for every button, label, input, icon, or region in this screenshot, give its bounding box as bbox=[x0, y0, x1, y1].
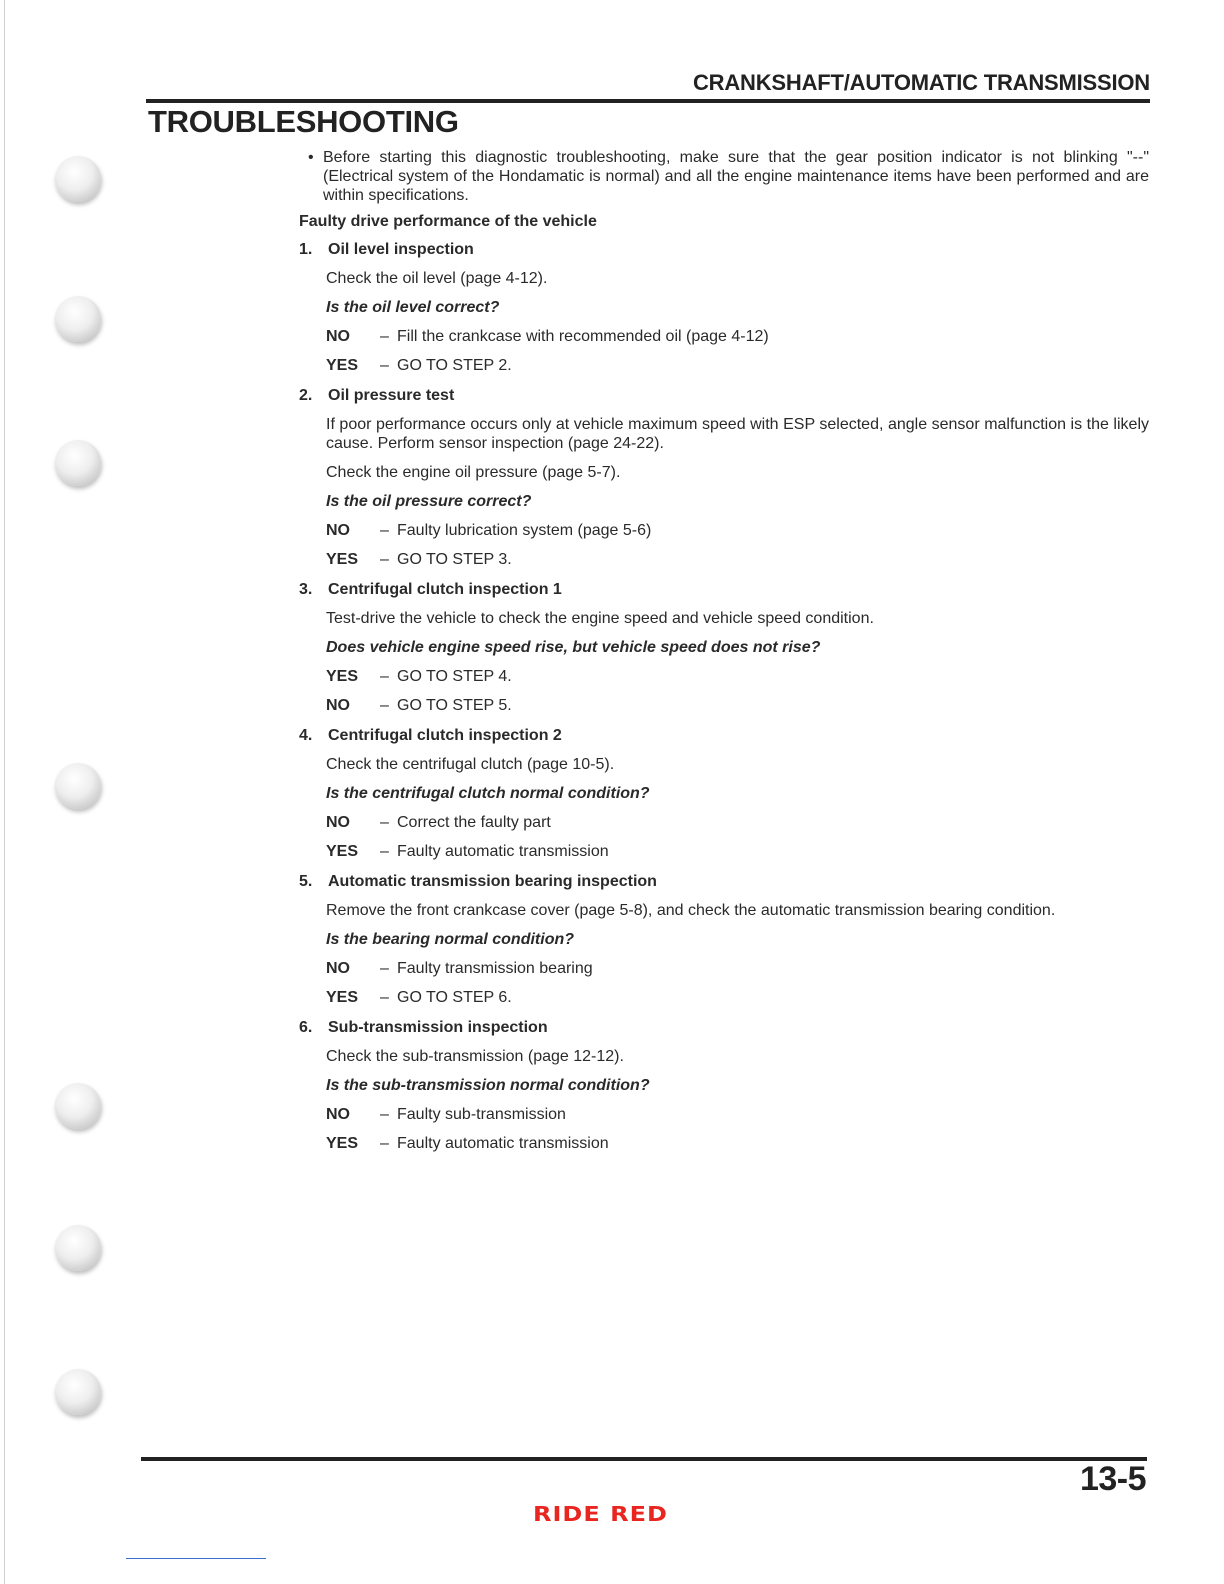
answer-text: GO TO STEP 5. bbox=[397, 697, 512, 714]
binder-hole-icon bbox=[55, 1083, 101, 1129]
answer-text: Correct the faulty part bbox=[397, 814, 551, 831]
step-number: 4. bbox=[299, 727, 313, 744]
answer-key: NO bbox=[326, 960, 350, 977]
binder-hole-icon bbox=[55, 440, 101, 486]
step-instruction: Check the centrifugal clutch (page 10-5). bbox=[326, 756, 615, 773]
step-title: Oil level inspection bbox=[328, 241, 474, 258]
dash-separator: – bbox=[380, 814, 389, 831]
step-question: Is the oil pressure correct? bbox=[326, 493, 532, 510]
step-number: 2. bbox=[299, 387, 313, 404]
answer-key: YES bbox=[326, 551, 359, 568]
intro-note-text: Before starting this diagnostic troubleshooting, make sure that the gear position indicator is not blinking "--" (Electrical system of the Hondamatic is normal) and all the engine maintenance items have been performed and are within specifications. bbox=[323, 149, 1149, 204]
binder-hole-icon bbox=[55, 1369, 101, 1415]
step-1 bbox=[296, 240, 1149, 376]
step-heading bbox=[296, 726, 1149, 746]
step-instruction: Check the oil level (page 4-12). bbox=[326, 270, 548, 287]
step-body bbox=[296, 1047, 1149, 1154]
bottom-link-underline bbox=[126, 1558, 266, 1559]
step-instruction: If poor performance occurs only at vehicle maximum speed with ESP selected, angle sensor malfunction is the likely cause. Perform sensor inspection (page 24-22). bbox=[326, 416, 1149, 452]
answer-row bbox=[326, 988, 1149, 1008]
answer-text: Faulty transmission bearing bbox=[397, 960, 593, 977]
step-number: 3. bbox=[299, 581, 313, 598]
step-question: Is the centrifugal clutch normal condition? bbox=[326, 785, 650, 802]
binder-hole-icon bbox=[55, 296, 101, 342]
answer-row bbox=[326, 696, 1149, 716]
step-instruction: Check the engine oil pressure (page 5-7). bbox=[326, 464, 621, 481]
binder-hole-icon bbox=[55, 763, 101, 809]
answer-key: NO bbox=[326, 522, 350, 539]
step-title: Centrifugal clutch inspection 1 bbox=[328, 581, 562, 598]
dash-separator: – bbox=[380, 328, 389, 345]
answer-text: GO TO STEP 3. bbox=[397, 551, 512, 568]
step-body bbox=[296, 269, 1149, 376]
page-edge-line bbox=[4, 0, 5, 1584]
troubleshooting-content bbox=[296, 148, 1149, 1164]
watermark-logo: RIDE RED bbox=[533, 1502, 668, 1526]
bullet-icon: • bbox=[308, 149, 314, 166]
header-rule bbox=[146, 99, 1150, 103]
answer-row bbox=[326, 1105, 1149, 1125]
dash-separator: – bbox=[380, 522, 389, 539]
subheading: Faulty drive performance of the vehicle bbox=[299, 213, 597, 230]
step-6 bbox=[296, 1018, 1149, 1154]
answer-key: YES bbox=[326, 668, 359, 685]
step-number: 1. bbox=[299, 241, 313, 258]
binder-hole-icon bbox=[55, 1225, 101, 1271]
dash-separator: – bbox=[380, 551, 389, 568]
answer-row bbox=[326, 842, 1149, 862]
dash-separator: – bbox=[380, 960, 389, 977]
step-heading bbox=[296, 1018, 1149, 1038]
answer-key: NO bbox=[326, 328, 350, 345]
step-instruction: Test-drive the vehicle to check the engine speed and vehicle speed condition. bbox=[326, 610, 874, 627]
answer-row bbox=[326, 550, 1149, 570]
step-question: Is the bearing normal condition? bbox=[326, 931, 575, 948]
dash-separator: – bbox=[380, 843, 389, 860]
answer-key: NO bbox=[326, 1106, 350, 1123]
step-instruction: Check the sub-transmission (page 12-12). bbox=[326, 1048, 624, 1065]
step-2 bbox=[296, 386, 1149, 570]
answer-text: Fill the crankcase with recommended oil (page 4-12) bbox=[397, 328, 769, 345]
dash-separator: – bbox=[380, 357, 389, 374]
step-number: 6. bbox=[299, 1019, 313, 1036]
step-body bbox=[296, 901, 1149, 1008]
step-heading bbox=[296, 240, 1149, 260]
answer-key: YES bbox=[326, 989, 359, 1006]
step-body bbox=[296, 609, 1149, 716]
step-number: 5. bbox=[299, 873, 313, 890]
dash-separator: – bbox=[380, 697, 389, 714]
dash-separator: – bbox=[380, 1135, 389, 1152]
answer-row bbox=[326, 327, 1149, 347]
step-body bbox=[296, 415, 1149, 570]
footer-rule bbox=[141, 1457, 1147, 1461]
answer-text: Faulty lubrication system (page 5-6) bbox=[397, 522, 652, 539]
answer-key: YES bbox=[326, 1135, 359, 1152]
step-question: Does vehicle engine speed rise, but vehicle speed does not rise? bbox=[326, 639, 821, 656]
answer-key: YES bbox=[326, 357, 359, 374]
answer-row bbox=[326, 813, 1149, 833]
step-instruction: Remove the front crankcase cover (page 5-8), and check the automatic transmission bearing condition. bbox=[326, 902, 1056, 919]
answer-key: NO bbox=[326, 814, 350, 831]
step-body bbox=[296, 755, 1149, 862]
step-heading bbox=[296, 386, 1149, 406]
step-heading bbox=[296, 580, 1149, 600]
step-question: Is the sub-transmission normal condition? bbox=[326, 1077, 650, 1094]
answer-text: Faulty automatic transmission bbox=[397, 843, 609, 860]
answer-text: GO TO STEP 2. bbox=[397, 357, 512, 374]
section-title: CRANKSHAFT/AUTOMATIC TRANSMISSION bbox=[692, 70, 1150, 95]
intro-note bbox=[296, 148, 1149, 205]
answer-row bbox=[326, 959, 1149, 979]
answer-text: GO TO STEP 4. bbox=[397, 668, 512, 685]
binder-hole-icon bbox=[55, 156, 101, 202]
step-heading bbox=[296, 872, 1149, 892]
dash-separator: – bbox=[380, 1106, 389, 1123]
answer-row bbox=[326, 667, 1149, 687]
answer-row bbox=[326, 1134, 1149, 1154]
steps-list bbox=[296, 240, 1149, 1154]
page-title: TROUBLESHOOTING bbox=[148, 104, 459, 139]
step-title: Centrifugal clutch inspection 2 bbox=[328, 727, 562, 744]
step-title: Automatic transmission bearing inspection bbox=[328, 873, 657, 890]
step-4 bbox=[296, 726, 1149, 862]
answer-key: NO bbox=[326, 697, 350, 714]
answer-row bbox=[326, 521, 1149, 541]
step-question: Is the oil level correct? bbox=[326, 299, 500, 316]
answer-row bbox=[326, 356, 1149, 376]
step-title: Oil pressure test bbox=[328, 387, 455, 404]
answer-key: YES bbox=[326, 843, 359, 860]
answer-text: Faulty automatic transmission bbox=[397, 1135, 609, 1152]
step-3 bbox=[296, 580, 1149, 716]
answer-text: Faulty sub-transmission bbox=[397, 1106, 566, 1123]
answer-text: GO TO STEP 6. bbox=[397, 989, 512, 1006]
step-title: Sub-transmission inspection bbox=[328, 1019, 548, 1036]
page-number: 13-5 bbox=[1079, 1460, 1146, 1498]
dash-separator: – bbox=[380, 989, 389, 1006]
step-5 bbox=[296, 872, 1149, 1008]
dash-separator: – bbox=[380, 668, 389, 685]
